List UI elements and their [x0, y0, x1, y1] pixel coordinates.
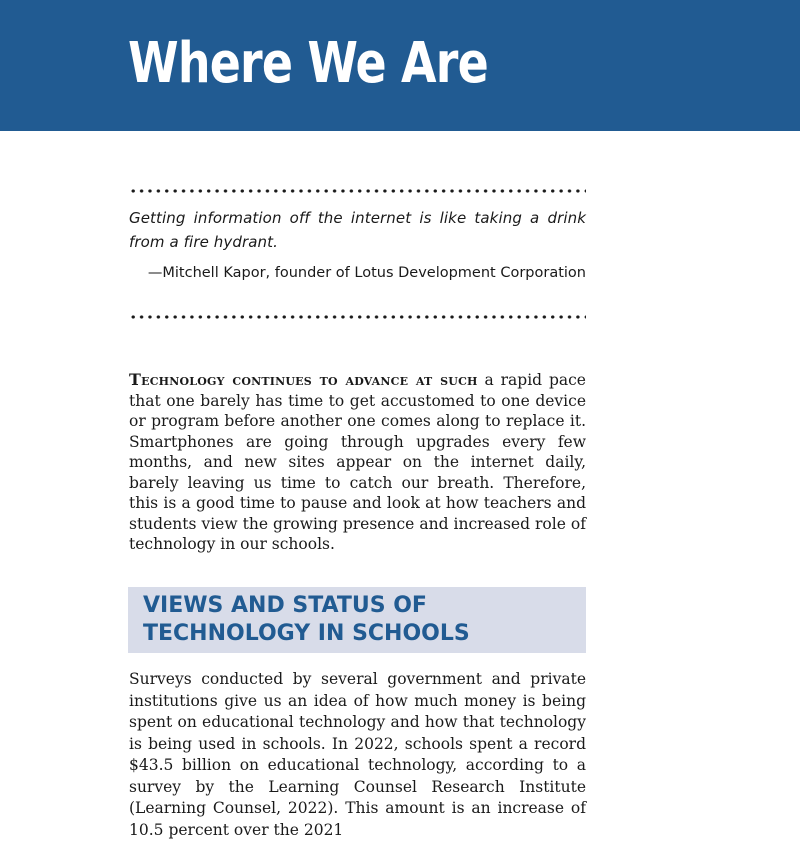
intro-paragraph	[129, 370, 586, 555]
section-heading: VIEWS AND STATUS OF TECHNOLOGY IN SCHOOLS	[143, 593, 470, 646]
section-heading-box	[128, 587, 586, 653]
body-paragraph: Surveys conducted by several government and private institutions give us an idea of how much money is being spent on educational technology and how that technology is being used in schools. In 2022, schools spent a record $43.5 billion on educational technology, according to a survey by the Learning Counsel Research Institute (Learning Counsel, 2022). This amount is an increase of 10.5 percent over the 2021	[129, 670, 586, 839]
epigraph-attribution: —Mitchell Kapor, founder of Lotus Development Corporation	[147, 265, 586, 281]
epigraph-quote: Getting information off the internet is like taking a drink from a fire hydrant.	[129, 209, 586, 251]
page-title: Where We Are	[128, 31, 488, 96]
intro-lead-in: Technology continues to advance at such	[129, 370, 478, 389]
intro-text: a rapid pace that one barely has time to get accustomed to one device or program before another one comes along to replace it. Smartphones are going through upgrades every few months, and new sites appear on the internet daily, barely leaving us time to catch our breath. Therefore, this is a good time to pause and look at how teachers and students view the growing presence and increased role of technology in our schools.	[129, 371, 586, 553]
dotted-divider-top	[129, 189, 586, 193]
header-banner	[0, 0, 800, 131]
dotted-divider-bottom	[129, 315, 586, 319]
